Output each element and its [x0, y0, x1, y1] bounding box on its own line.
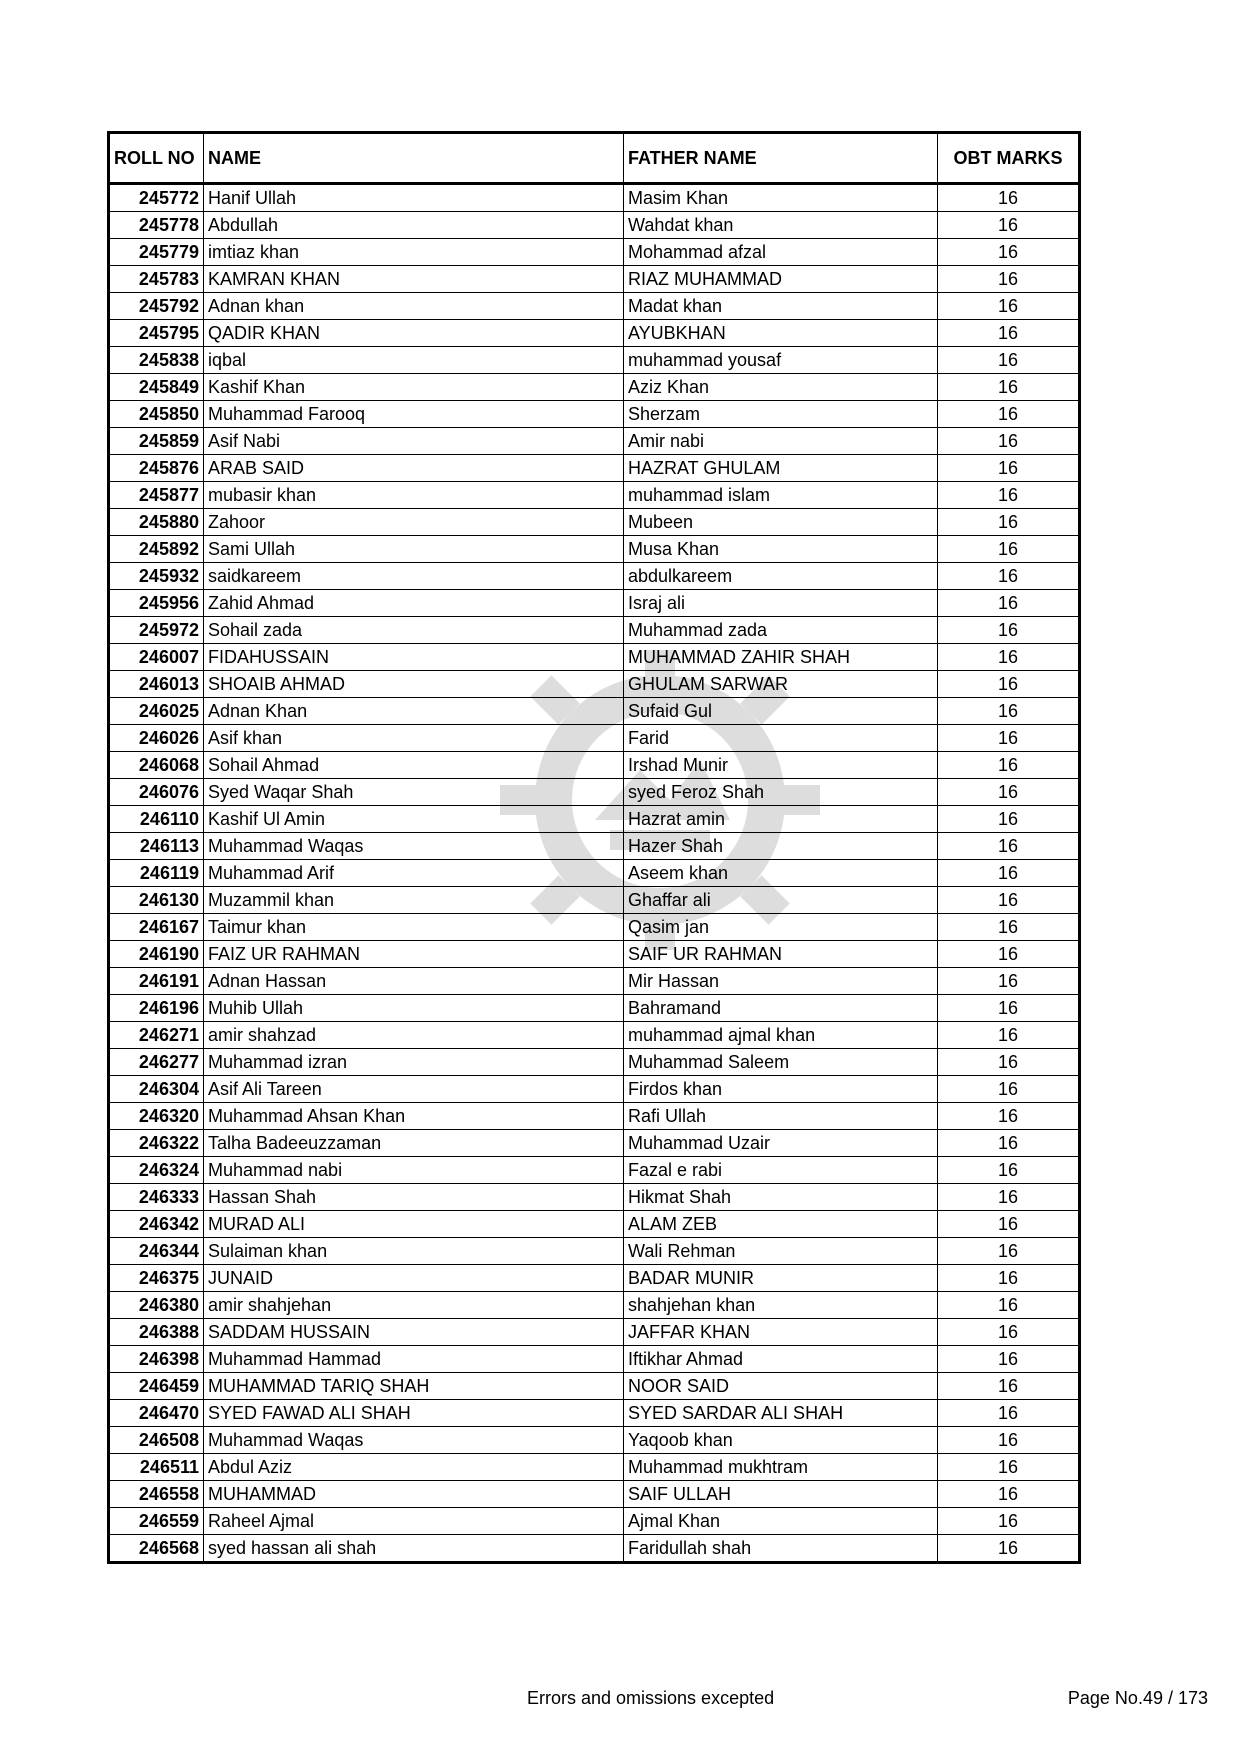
table-row [109, 1427, 1080, 1454]
cell-name: Raheel Ajmal [204, 1508, 624, 1535]
cell-obt-marks: 16 [938, 1292, 1080, 1319]
table-row [109, 563, 1080, 590]
cell-name: Muhammad nabi [204, 1157, 624, 1184]
cell-roll-no: 246110 [109, 806, 204, 833]
cell-roll-no: 246342 [109, 1211, 204, 1238]
cell-name: MURAD ALI [204, 1211, 624, 1238]
table-row [109, 1076, 1080, 1103]
cell-obt-marks: 16 [938, 644, 1080, 671]
cell-obt-marks: 16 [938, 617, 1080, 644]
cell-obt-marks: 16 [938, 698, 1080, 725]
cell-father-name: Israj ali [624, 590, 938, 617]
cell-name: ARAB SAID [204, 455, 624, 482]
cell-name: Muhib Ullah [204, 995, 624, 1022]
table-row [109, 374, 1080, 401]
table-row [109, 1346, 1080, 1373]
cell-name: amir shahjehan [204, 1292, 624, 1319]
cell-name: Kashif Ul Amin [204, 806, 624, 833]
cell-roll-no: 246025 [109, 698, 204, 725]
cell-roll-no: 246007 [109, 644, 204, 671]
cell-obt-marks: 16 [938, 1238, 1080, 1265]
table-row [109, 266, 1080, 293]
cell-name: Sohail zada [204, 617, 624, 644]
table-row [109, 968, 1080, 995]
table-row [109, 1292, 1080, 1319]
cell-roll-no: 246559 [109, 1508, 204, 1535]
table-row [109, 1184, 1080, 1211]
cell-father-name: BADAR MUNIR [624, 1265, 938, 1292]
cell-father-name: Mohammad afzal [624, 239, 938, 266]
cell-father-name: GHULAM SARWAR [624, 671, 938, 698]
cell-name: JUNAID [204, 1265, 624, 1292]
table-row [109, 941, 1080, 968]
cell-roll-no: 246304 [109, 1076, 204, 1103]
table-row [109, 239, 1080, 266]
cell-roll-no: 246277 [109, 1049, 204, 1076]
cell-father-name: Qasim jan [624, 914, 938, 941]
cell-name: Adnan Hassan [204, 968, 624, 995]
table-row [109, 752, 1080, 779]
cell-name: MUHAMMAD TARIQ SHAH [204, 1373, 624, 1400]
table-row [109, 1373, 1080, 1400]
cell-roll-no: 245932 [109, 563, 204, 590]
table-row [109, 1130, 1080, 1157]
cell-name: Talha Badeeuzzaman [204, 1130, 624, 1157]
table-row [109, 617, 1080, 644]
table-row [109, 184, 1080, 212]
cell-father-name: Aseem khan [624, 860, 938, 887]
cell-roll-no: 246130 [109, 887, 204, 914]
cell-father-name: Wahdat khan [624, 212, 938, 239]
cell-father-name: Hazrat amin [624, 806, 938, 833]
cell-obt-marks: 16 [938, 1454, 1080, 1481]
cell-name: QADIR KHAN [204, 320, 624, 347]
cell-obt-marks: 16 [938, 1211, 1080, 1238]
cell-name: Sohail Ahmad [204, 752, 624, 779]
cell-roll-no: 245778 [109, 212, 204, 239]
cell-roll-no: 246511 [109, 1454, 204, 1481]
table-body [109, 184, 1080, 1563]
cell-name: mubasir khan [204, 482, 624, 509]
cell-roll-no: 246026 [109, 725, 204, 752]
cell-father-name: Iftikhar Ahmad [624, 1346, 938, 1373]
cell-name: Asif Nabi [204, 428, 624, 455]
cell-name: Adnan Khan [204, 698, 624, 725]
cell-father-name: HAZRAT GHULAM [624, 455, 938, 482]
cell-name: Zahid Ahmad [204, 590, 624, 617]
cell-father-name: Faridullah shah [624, 1535, 938, 1563]
cell-obt-marks: 16 [938, 671, 1080, 698]
table-row [109, 914, 1080, 941]
table-row [109, 671, 1080, 698]
table-row [109, 1157, 1080, 1184]
cell-roll-no: 245792 [109, 293, 204, 320]
cell-father-name: Mir Hassan [624, 968, 938, 995]
cell-obt-marks: 16 [938, 590, 1080, 617]
cell-roll-no: 246013 [109, 671, 204, 698]
cell-obt-marks: 16 [938, 293, 1080, 320]
table-row [109, 536, 1080, 563]
cell-roll-no: 245877 [109, 482, 204, 509]
cell-roll-no: 246398 [109, 1346, 204, 1373]
cell-roll-no: 246508 [109, 1427, 204, 1454]
cell-name: Asif khan [204, 725, 624, 752]
cell-father-name: Fazal e rabi [624, 1157, 938, 1184]
cell-obt-marks: 16 [938, 347, 1080, 374]
cell-father-name: Aziz Khan [624, 374, 938, 401]
cell-obt-marks: 16 [938, 1103, 1080, 1130]
cell-name: MUHAMMAD [204, 1481, 624, 1508]
cell-father-name: Hazer Shah [624, 833, 938, 860]
cell-name: Asif Ali Tareen [204, 1076, 624, 1103]
cell-name: saidkareem [204, 563, 624, 590]
footer-note: Errors and omissions excepted [527, 1688, 775, 1708]
cell-father-name: Muhammad zada [624, 617, 938, 644]
cell-obt-marks: 16 [938, 1184, 1080, 1211]
cell-name: Taimur khan [204, 914, 624, 941]
cell-father-name: Bahramand [624, 995, 938, 1022]
cell-roll-no: 246068 [109, 752, 204, 779]
cell-father-name: SAIF UR RAHMAN [624, 941, 938, 968]
cell-name: SYED FAWAD ALI SHAH [204, 1400, 624, 1427]
cell-father-name: Irshad Munir [624, 752, 938, 779]
cell-obt-marks: 16 [938, 968, 1080, 995]
cell-father-name: abdulkareem [624, 563, 938, 590]
cell-roll-no: 246271 [109, 1022, 204, 1049]
cell-name: Muhammad izran [204, 1049, 624, 1076]
cell-obt-marks: 16 [938, 1400, 1080, 1427]
cell-obt-marks: 16 [938, 374, 1080, 401]
cell-obt-marks: 16 [938, 1373, 1080, 1400]
table-row [109, 347, 1080, 374]
cell-father-name: muhammad yousaf [624, 347, 938, 374]
cell-name: FIDAHUSSAIN [204, 644, 624, 671]
table-row [109, 1022, 1080, 1049]
header-roll-no: ROLL NO [109, 133, 204, 184]
table-row [109, 590, 1080, 617]
table-row [109, 1238, 1080, 1265]
cell-roll-no: 245892 [109, 536, 204, 563]
cell-father-name: Wali Rehman [624, 1238, 938, 1265]
table-row [109, 1454, 1080, 1481]
cell-father-name: Mubeen [624, 509, 938, 536]
cell-name: SHOAIB AHMAD [204, 671, 624, 698]
cell-obt-marks: 16 [938, 1346, 1080, 1373]
results-table [107, 131, 1081, 1564]
cell-name: Muhammad Farooq [204, 401, 624, 428]
table-row [109, 725, 1080, 752]
table-row [109, 401, 1080, 428]
cell-father-name: Hikmat Shah [624, 1184, 938, 1211]
cell-roll-no: 245880 [109, 509, 204, 536]
table-row [109, 1211, 1080, 1238]
cell-obt-marks: 16 [938, 266, 1080, 293]
table-row [109, 455, 1080, 482]
cell-name: Muhammad Waqas [204, 1427, 624, 1454]
cell-father-name: SYED SARDAR ALI SHAH [624, 1400, 938, 1427]
cell-father-name: muhammad ajmal khan [624, 1022, 938, 1049]
cell-name: imtiaz khan [204, 239, 624, 266]
cell-roll-no: 245772 [109, 184, 204, 212]
cell-obt-marks: 16 [938, 320, 1080, 347]
cell-obt-marks: 16 [938, 1049, 1080, 1076]
cell-obt-marks: 16 [938, 239, 1080, 266]
cell-roll-no: 246113 [109, 833, 204, 860]
cell-name: syed hassan ali shah [204, 1535, 624, 1563]
cell-roll-no: 246191 [109, 968, 204, 995]
cell-name: Kashif Khan [204, 374, 624, 401]
cell-father-name: Ghaffar ali [624, 887, 938, 914]
cell-obt-marks: 16 [938, 401, 1080, 428]
cell-name: Muzammil khan [204, 887, 624, 914]
cell-obt-marks: 16 [938, 1508, 1080, 1535]
cell-father-name: shahjehan khan [624, 1292, 938, 1319]
cell-obt-marks: 16 [938, 509, 1080, 536]
cell-name: Muhammad Arif [204, 860, 624, 887]
cell-obt-marks: 16 [938, 725, 1080, 752]
cell-obt-marks: 16 [938, 184, 1080, 212]
cell-obt-marks: 16 [938, 1319, 1080, 1346]
cell-obt-marks: 16 [938, 482, 1080, 509]
cell-roll-no: 246190 [109, 941, 204, 968]
cell-father-name: Muhammad Uzair [624, 1130, 938, 1157]
cell-obt-marks: 16 [938, 1265, 1080, 1292]
cell-father-name: ALAM ZEB [624, 1211, 938, 1238]
cell-name: Sami Ullah [204, 536, 624, 563]
cell-name: Zahoor [204, 509, 624, 536]
cell-obt-marks: 16 [938, 860, 1080, 887]
table-row [109, 887, 1080, 914]
cell-roll-no: 245972 [109, 617, 204, 644]
cell-roll-no: 246322 [109, 1130, 204, 1157]
cell-father-name: Musa Khan [624, 536, 938, 563]
cell-obt-marks: 16 [938, 1076, 1080, 1103]
cell-roll-no: 245876 [109, 455, 204, 482]
cell-father-name: Muhammad Saleem [624, 1049, 938, 1076]
table-row [109, 1481, 1080, 1508]
cell-father-name: syed Feroz Shah [624, 779, 938, 806]
cell-name: FAIZ UR RAHMAN [204, 941, 624, 968]
cell-obt-marks: 16 [938, 563, 1080, 590]
cell-obt-marks: 16 [938, 995, 1080, 1022]
cell-roll-no: 246344 [109, 1238, 204, 1265]
cell-roll-no: 245850 [109, 401, 204, 428]
cell-roll-no: 246119 [109, 860, 204, 887]
cell-father-name: AYUBKHAN [624, 320, 938, 347]
header-father-name: FATHER NAME [624, 133, 938, 184]
table-row [109, 212, 1080, 239]
table-row [109, 1265, 1080, 1292]
cell-name: Abdul Aziz [204, 1454, 624, 1481]
cell-roll-no: 246167 [109, 914, 204, 941]
cell-roll-no: 246558 [109, 1481, 204, 1508]
cell-name: Adnan khan [204, 293, 624, 320]
cell-name: SADDAM HUSSAIN [204, 1319, 624, 1346]
cell-roll-no: 246568 [109, 1535, 204, 1563]
cell-roll-no: 245956 [109, 590, 204, 617]
cell-obt-marks: 16 [938, 1481, 1080, 1508]
table-row [109, 644, 1080, 671]
cell-father-name: RIAZ MUHAMMAD [624, 266, 938, 293]
cell-obt-marks: 16 [938, 779, 1080, 806]
cell-name: Muhammad Ahsan Khan [204, 1103, 624, 1130]
cell-father-name: Rafi Ullah [624, 1103, 938, 1130]
cell-father-name: Muhammad mukhtram [624, 1454, 938, 1481]
page-number: Page No.49 / 173 [1067, 1688, 1208, 1708]
cell-father-name: SAIF ULLAH [624, 1481, 938, 1508]
cell-father-name: JAFFAR KHAN [624, 1319, 938, 1346]
cell-roll-no: 246324 [109, 1157, 204, 1184]
table-row [109, 320, 1080, 347]
cell-roll-no: 246470 [109, 1400, 204, 1427]
cell-obt-marks: 16 [938, 1130, 1080, 1157]
table-row [109, 779, 1080, 806]
cell-obt-marks: 16 [938, 1157, 1080, 1184]
cell-father-name: Amir nabi [624, 428, 938, 455]
table-row [109, 860, 1080, 887]
cell-obt-marks: 16 [938, 1427, 1080, 1454]
table-row [109, 1400, 1080, 1427]
table-row [109, 1319, 1080, 1346]
cell-father-name: Firdos khan [624, 1076, 938, 1103]
cell-obt-marks: 16 [938, 752, 1080, 779]
cell-father-name: Sherzam [624, 401, 938, 428]
cell-obt-marks: 16 [938, 536, 1080, 563]
cell-father-name: Sufaid Gul [624, 698, 938, 725]
cell-roll-no: 246320 [109, 1103, 204, 1130]
cell-roll-no: 246375 [109, 1265, 204, 1292]
cell-father-name: Madat khan [624, 293, 938, 320]
table-row [109, 833, 1080, 860]
cell-father-name: Yaqoob khan [624, 1427, 938, 1454]
cell-obt-marks: 16 [938, 428, 1080, 455]
cell-father-name: Farid [624, 725, 938, 752]
cell-roll-no: 245795 [109, 320, 204, 347]
cell-obt-marks: 16 [938, 941, 1080, 968]
header-obt-marks: OBT MARKS [938, 133, 1080, 184]
cell-roll-no: 245838 [109, 347, 204, 374]
cell-obt-marks: 16 [938, 806, 1080, 833]
table-header-row [109, 133, 1080, 184]
cell-name: Muhammad Waqas [204, 833, 624, 860]
cell-name: amir shahzad [204, 1022, 624, 1049]
cell-name: Abdullah [204, 212, 624, 239]
cell-name: Syed Waqar Shah [204, 779, 624, 806]
cell-father-name: NOOR SAID [624, 1373, 938, 1400]
table-row [109, 806, 1080, 833]
cell-roll-no: 246076 [109, 779, 204, 806]
cell-roll-no: 246388 [109, 1319, 204, 1346]
cell-roll-no: 245783 [109, 266, 204, 293]
cell-name: iqbal [204, 347, 624, 374]
cell-roll-no: 245779 [109, 239, 204, 266]
cell-roll-no: 246333 [109, 1184, 204, 1211]
header-name: NAME [204, 133, 624, 184]
cell-name: Hassan Shah [204, 1184, 624, 1211]
cell-father-name: Masim Khan [624, 184, 938, 212]
table-row [109, 482, 1080, 509]
cell-roll-no: 245849 [109, 374, 204, 401]
cell-obt-marks: 16 [938, 212, 1080, 239]
table-row [109, 698, 1080, 725]
cell-roll-no: 246459 [109, 1373, 204, 1400]
cell-roll-no: 245859 [109, 428, 204, 455]
cell-obt-marks: 16 [938, 1535, 1080, 1563]
cell-obt-marks: 16 [938, 455, 1080, 482]
table-row [109, 428, 1080, 455]
cell-father-name: muhammad islam [624, 482, 938, 509]
table-row [109, 1049, 1080, 1076]
cell-name: Muhammad Hammad [204, 1346, 624, 1373]
cell-name: Hanif Ullah [204, 184, 624, 212]
cell-obt-marks: 16 [938, 914, 1080, 941]
cell-father-name: MUHAMMAD ZAHIR SHAH [624, 644, 938, 671]
table-row [109, 995, 1080, 1022]
cell-father-name: Ajmal Khan [624, 1508, 938, 1535]
table-row [109, 293, 1080, 320]
cell-obt-marks: 16 [938, 887, 1080, 914]
table-row [109, 1535, 1080, 1563]
cell-obt-marks: 16 [938, 833, 1080, 860]
cell-roll-no: 246196 [109, 995, 204, 1022]
cell-obt-marks: 16 [938, 1022, 1080, 1049]
table-row [109, 509, 1080, 536]
cell-name: Sulaiman khan [204, 1238, 624, 1265]
cell-name: KAMRAN KHAN [204, 266, 624, 293]
table-row [109, 1103, 1080, 1130]
table-row [109, 1508, 1080, 1535]
cell-roll-no: 246380 [109, 1292, 204, 1319]
